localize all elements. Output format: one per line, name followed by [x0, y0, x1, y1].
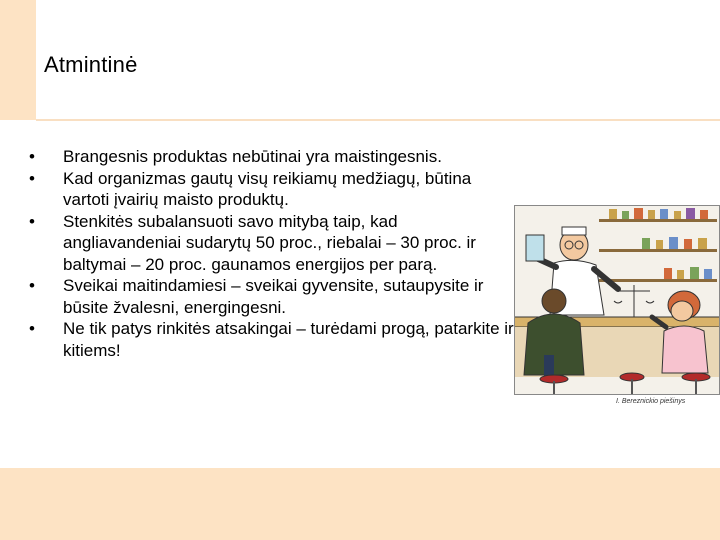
bullet-text: Ne tik patys rinkitės atsakingai – turėdami progą, patarkite ir kitiems!: [63, 319, 514, 360]
left-accent-band: [0, 0, 36, 120]
shelf: [599, 249, 717, 252]
bullet-item: [26, 275, 516, 318]
shelf: [599, 219, 717, 222]
shelf: [599, 279, 717, 282]
bullet-item: [26, 318, 516, 361]
bullet-icon: •: [29, 147, 35, 166]
bullet-icon: •: [29, 276, 35, 295]
bullet-text: Brangesnis produktas nebūtinai yra maistingesnis.: [63, 147, 442, 166]
bullet-icon: •: [29, 319, 35, 338]
bullet-item: [26, 146, 516, 168]
bullet-icon: •: [29, 211, 35, 231]
slide-title: Atmintinė: [44, 52, 138, 77]
pharmacy-cartoon-illustration: [514, 205, 720, 395]
bullet-list: [26, 146, 516, 361]
title-area: [36, 0, 720, 120]
bullet-text: Kad organizmas gautų visų reikiamų medžiagų, būtina vartoti įvairių maisto produktų.: [63, 168, 472, 209]
bullet-text: Sveikai maitindamiesi – sveikai gyvensite, sutaupysite ir būsite žvalesni, energingesni.: [63, 276, 484, 317]
bullet-icon: •: [29, 168, 35, 188]
bullet-item: [26, 211, 516, 276]
header-divider: [36, 119, 720, 121]
bullet-item: [26, 168, 516, 211]
image-caption: I. Bereznickio piešinys: [616, 398, 686, 405]
footer-band: [0, 468, 720, 540]
bullet-text: Stenkitės subalansuoti savo mitybą taip, kad angliavandeniai sudarytų 50 proc., riebalai – 30 proc. ir baltymai – 20 proc. gaunamos energijos per parą.: [63, 211, 476, 274]
